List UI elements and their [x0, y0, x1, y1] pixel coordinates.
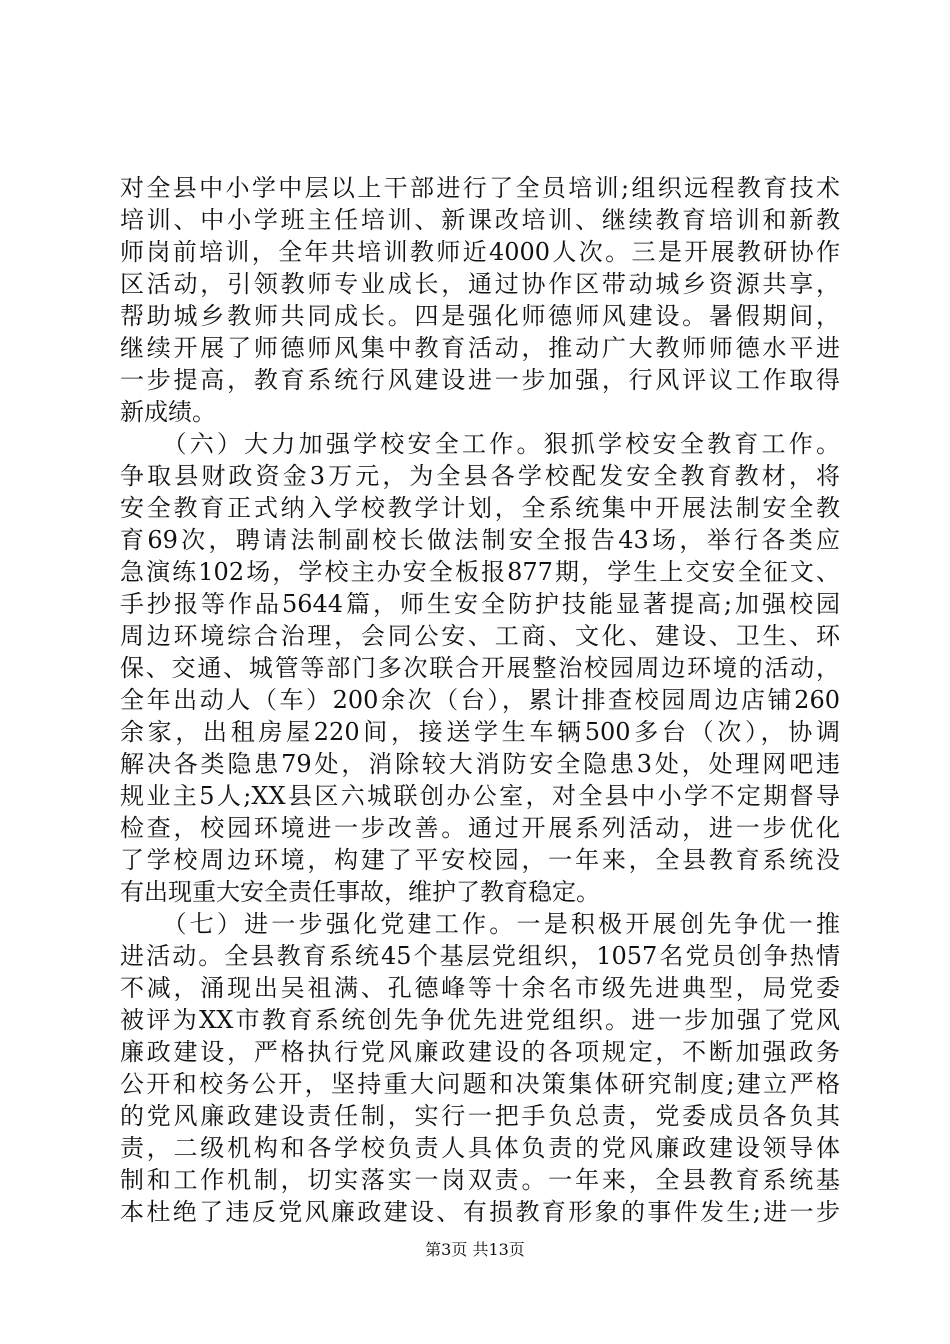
- text-line: 区活动，引领教师专业成长，通过协作区带动城乡资源共享，: [120, 270, 840, 298]
- text-line: 一步提高，教育系统行风建设进一步加强，行风评议工作取得: [120, 366, 840, 394]
- text-line: 师岗前培训，全年共培训教师近4000人次。三是开展教研协作: [120, 238, 840, 266]
- body-text: [120, 172, 840, 1228]
- text-line: 不减，涌现出吴祖满、孔德峰等十余名市级先进典型，局党委: [120, 974, 840, 1002]
- text-line: 制和工作机制，切实落实一岗双责。一年来，全县教育系统基: [120, 1166, 840, 1194]
- text-line: 手抄报等作品5644篇，师生安全防护技能显著提高;加强校园: [120, 590, 840, 618]
- text-line: 公开和校务公开，坚持重大问题和决策集体研究制度;建立严格: [120, 1070, 840, 1098]
- text-line: （七）进一步强化党建工作。一是积极开展创先争优一推: [120, 910, 840, 938]
- text-line: 的党风廉政建设责任制，实行一把手负总责，党委成员各负其: [120, 1102, 840, 1130]
- text-line: 本杜绝了违反党风廉政建设、有损教育形象的事件发生;进一步: [120, 1198, 840, 1226]
- text-line: 检查，校园环境进一步改善。通过开展系列活动，进一步优化: [120, 814, 840, 842]
- page-footer: 第3页 共13页: [425, 1240, 525, 1259]
- text-line: 了学校周边环境，构建了平安校园，一年来，全县教育系统没: [120, 846, 840, 874]
- text-line: 被评为XX市教育系统创先争优先进党组织。进一步加强了党风: [120, 1006, 840, 1034]
- text-line: 继续开展了师德师风集中教育活动，推动广大教师师德水平进: [120, 334, 840, 362]
- text-line: 培训、中小学班主任培训、新课改培训、继续教育培训和新教: [120, 206, 840, 234]
- text-line: 有出现重大安全责任事故，维护了教育稳定。: [120, 878, 600, 906]
- text-line: 争取县财政资金3万元，为全县各学校配发安全教育教材，将: [120, 462, 840, 490]
- text-line: 对全县中小学中层以上干部进行了全员培训;组织远程教育技术: [120, 174, 840, 202]
- text-line: 急演练102场，学校主办安全板报877期，学生上交安全征文、: [120, 558, 840, 586]
- text-line: 规业主5人;XX县区六城联创办公室，对全县中小学不定期督导: [120, 782, 840, 810]
- text-line: 进活动。全县教育系统45个基层党组织，1057名党员创争热情: [120, 942, 840, 970]
- text-line: 全年出动人（车）200余次（台），累计排查校园周边店铺260: [120, 686, 840, 714]
- text-line: 育69次，聘请法制副校长做法制安全报告43场，举行各类应: [120, 526, 840, 554]
- text-line: 责，二级机构和各学校负责人具体负责的党风廉政建设领导体: [120, 1134, 840, 1162]
- text-line: 新成绩。: [120, 398, 216, 426]
- text-line: 帮助城乡教师共同成长。四是强化师德师风建设。暑假期间，: [120, 302, 840, 330]
- text-line: 安全教育正式纳入学校教学计划，全系统集中开展法制安全教: [120, 494, 840, 522]
- text-line: 余家，出租房屋220间，接送学生车辆500多台（次），协调: [120, 718, 840, 746]
- text-line: 周边环境综合治理，会同公安、工商、文化、建设、卫生、环: [120, 622, 840, 650]
- text-line: 解决各类隐患79处，消除较大消防安全隐患3处，处理网吧违: [120, 750, 840, 778]
- text-line: 廉政建设，严格执行党风廉政建设的各项规定，不断加强政务: [120, 1038, 840, 1066]
- text-line: 保、交通、城管等部门多次联合开展整治校园周边环境的活动，: [120, 654, 840, 682]
- text-line: （六）大力加强学校安全工作。狠抓学校安全教育工作。: [120, 430, 840, 458]
